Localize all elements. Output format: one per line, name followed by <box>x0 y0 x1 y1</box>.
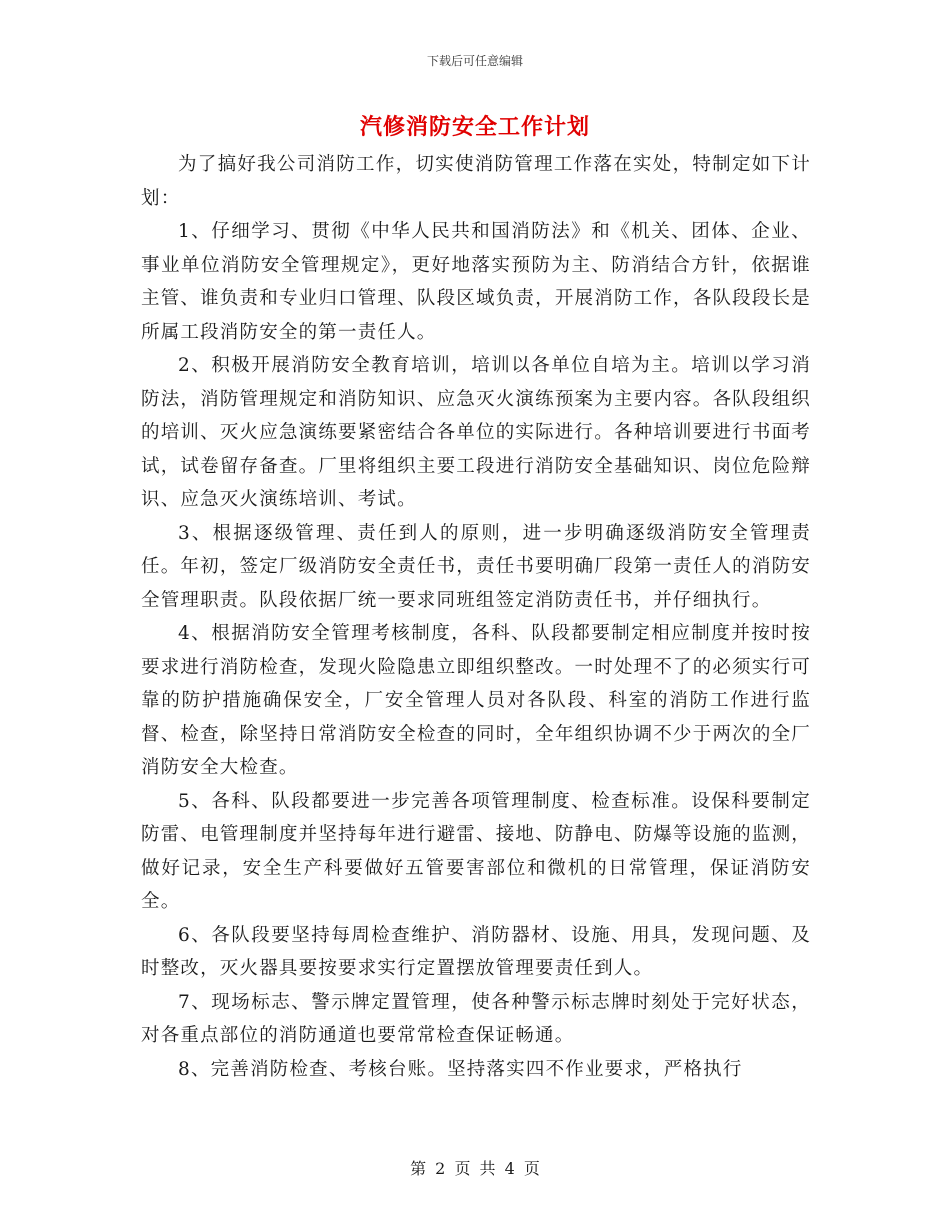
paragraph-item-7: 7、现场标志、警示牌定置管理，使各种警示标志牌时刻处于完好状态，对各重点部位的消防通道也要常常检查保证畅通。 <box>141 991 811 1046</box>
paragraph-item-4: 4、根据消防安全管理考核制度，各科、队段都要制定相应制度并按时按要求进行消防检查，发现火险隐患立即组织整改。一时处理不了的必须实行可靠的防护措施确保安全，厂安全管理人员对各队段、科室的消防工作进行监督、检查，除坚持日常消防安全检查的同时，全年组织协调不少于两次的全厂消防安全大检查。 <box>141 623 811 778</box>
paragraph-item-2: 2、积极开展消防安全教育培训，培训以各单位自培为主。培训以学习消防法，消防管理规定和消防知识、应急灭火演练预案为主要内容。各队段组织的培训、灭火应急演练要紧密结合各单位的实际进行。各种培训要进行书面考试，试卷留存备查。厂里将组织主要工段进行消防安全基础知识、岗位危险辩识、应急灭火演练培训、考试。 <box>141 355 811 510</box>
paragraph-item-3: 3、根据逐级管理、责任到人的原则，进一步明确逐级消防安全管理责任。年初，签定厂级消防安全责任书，责任书要明确厂段第一责任人的消防安全管理职责。队段依据厂统一要求同班组签定消防责任书，并仔细执行。 <box>141 522 811 611</box>
document-body <box>141 148 811 1086</box>
page-footer: 第 2 页 共 4 页 <box>410 1159 540 1178</box>
document-title: 汽修消防安全工作计划 <box>359 114 590 140</box>
paragraph-item-5: 5、各科、队段都要进一步完善各项管理制度、检查标准。设保科要制定防雷、电管理制度并坚持每年进行避雷、接地、防静电、防爆等设施的监测，做好记录，安全生产科要做好五管要害部位和微机的日常管理，保证消防安全。 <box>141 790 811 912</box>
paragraph-item-1: 1、仔细学习、贯彻《中华人民共和国消防法》和《机关、团体、企业、事业单位消防安全管理规定》，更好地落实预防为主、防消结合方针，依据谁主管、谁负责和专业归口管理、队段区域负责，开展消防工作，各队段段长是所属工段消防安全的第一责任人。 <box>141 221 811 343</box>
paragraph-intro: 为了搞好我公司消防工作，切实使消防管理工作落在实处，特制定如下计划： <box>141 154 811 209</box>
header-note: 下载后可任意编辑 <box>426 54 523 68</box>
paragraph-item-8: 8、完善消防检查、考核台账。坚持落实四不作业要求，严格执行 <box>178 1058 743 1080</box>
paragraph-item-6: 6、各队段要坚持每周检查维护、消防器材、设施、用具，发现问题、及时整改，灭火器具要按要求实行定置摆放管理要责任到人。 <box>141 924 811 979</box>
